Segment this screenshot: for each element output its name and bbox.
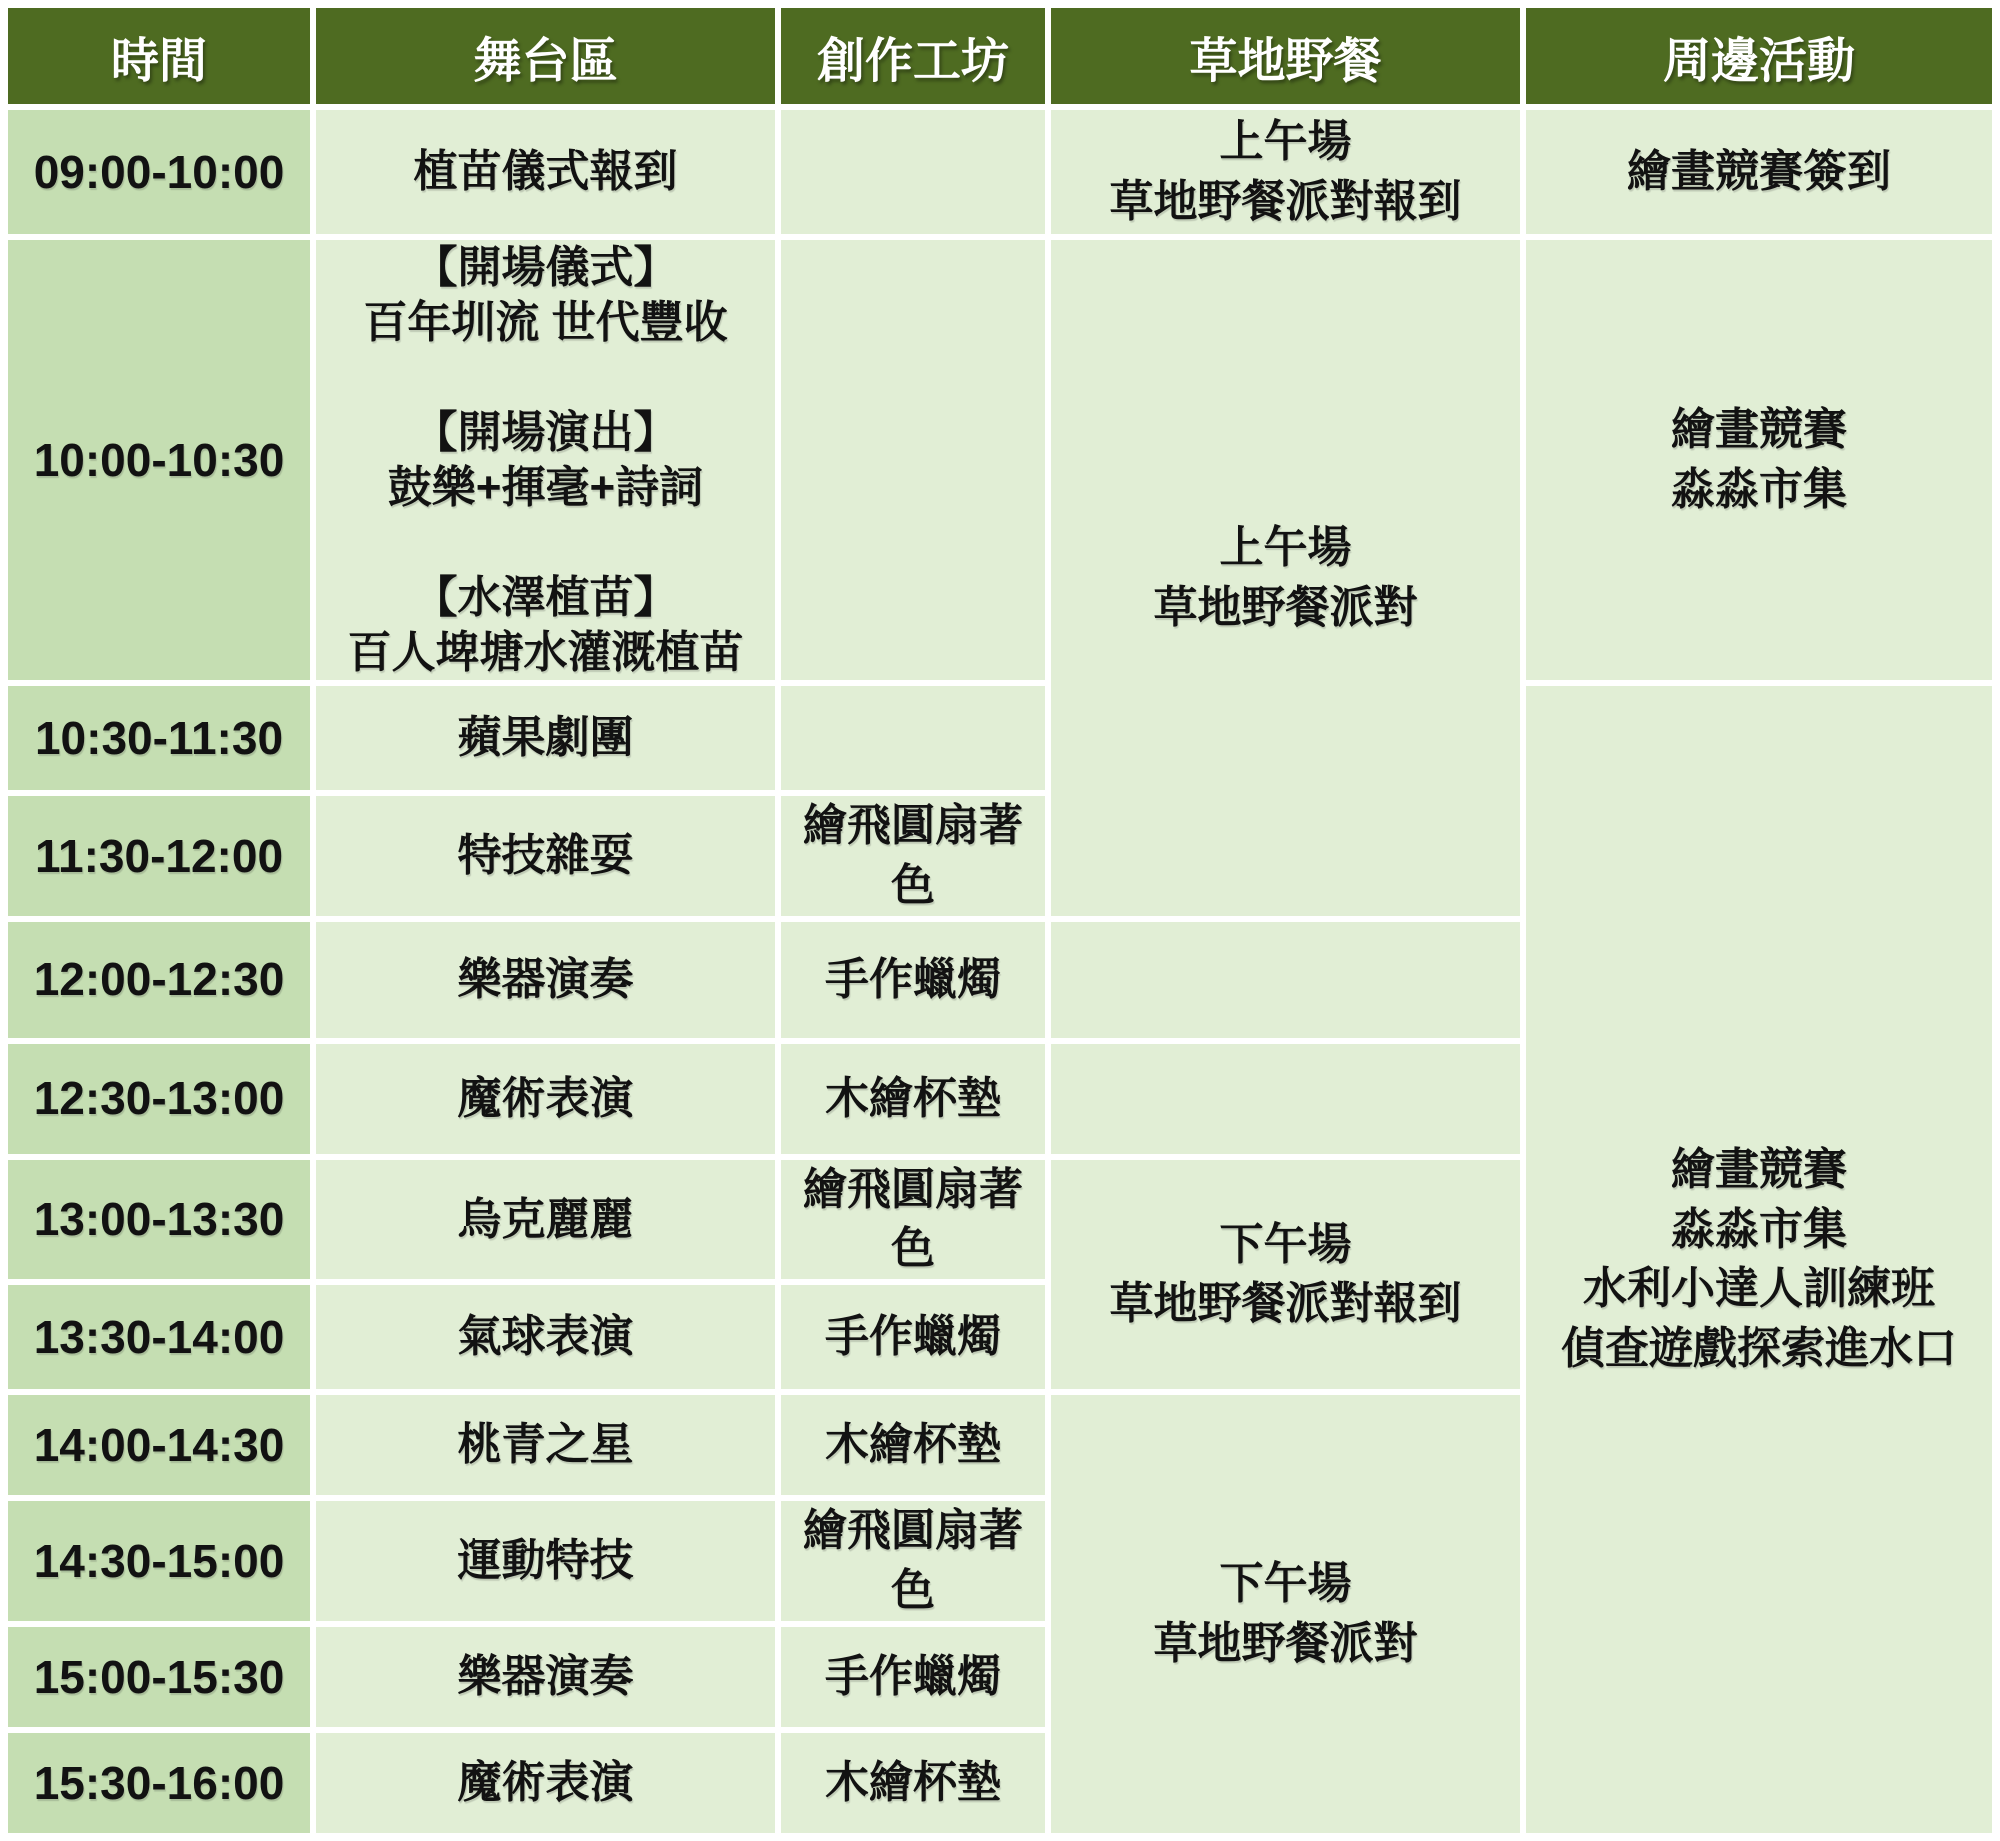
workshop-cell: 木繪杯墊 bbox=[781, 1733, 1045, 1833]
column-header-workshop: 創作工坊 bbox=[781, 8, 1045, 104]
time-cell: 13:00-13:30 bbox=[8, 1160, 310, 1280]
workshop-cell: 木繪杯墊 bbox=[781, 1395, 1045, 1495]
stage-cell: 植苗儀式報到 bbox=[316, 110, 775, 234]
stage-cell: 蘋果劇團 bbox=[316, 686, 775, 790]
stage-cell: 特技雜耍 bbox=[316, 796, 775, 916]
time-cell: 14:00-14:30 bbox=[8, 1395, 310, 1495]
time-cell: 15:30-16:00 bbox=[8, 1733, 310, 1833]
workshop-cell: 手作蠟燭 bbox=[781, 922, 1045, 1038]
header-row bbox=[8, 8, 1992, 104]
peripheral-morning-cell: 繪畫競賽 淼淼市集 bbox=[1526, 240, 1992, 680]
time-cell: 15:00-15:30 bbox=[8, 1627, 310, 1727]
column-header-picnic: 草地野餐 bbox=[1051, 8, 1520, 104]
picnic-morning-checkin-cell: 上午場 草地野餐派對報到 bbox=[1051, 110, 1520, 234]
time-cell: 12:00-12:30 bbox=[8, 922, 310, 1038]
stage-cell: 樂器演奏 bbox=[316, 922, 775, 1038]
workshop-cell: 繪飛圓扇著色 bbox=[781, 1501, 1045, 1621]
column-header-time: 時間 bbox=[8, 8, 310, 104]
table-row bbox=[8, 240, 1992, 680]
stage-cell: 樂器演奏 bbox=[316, 1627, 775, 1727]
time-cell: 10:00-10:30 bbox=[8, 240, 310, 680]
workshop-cell: 木繪杯墊 bbox=[781, 1044, 1045, 1154]
picnic-afternoon-party-cell: 下午場 草地野餐派對 bbox=[1051, 1395, 1520, 1833]
time-cell: 13:30-14:00 bbox=[8, 1285, 310, 1389]
workshop-cell-empty bbox=[781, 686, 1045, 790]
workshop-cell-empty bbox=[781, 240, 1045, 680]
workshop-cell: 手作蠟燭 bbox=[781, 1285, 1045, 1389]
workshop-cell: 繪飛圓扇著色 bbox=[781, 1160, 1045, 1280]
workshop-cell-empty bbox=[781, 110, 1045, 234]
time-cell: 11:30-12:00 bbox=[8, 796, 310, 916]
table-row bbox=[8, 686, 1992, 790]
picnic-morning-party-cell: 上午場 草地野餐派對 bbox=[1051, 240, 1520, 916]
stage-cell: 魔術表演 bbox=[316, 1733, 775, 1833]
picnic-cell-empty bbox=[1051, 1044, 1520, 1154]
stage-cell: 運動特技 bbox=[316, 1501, 775, 1621]
time-cell: 14:30-15:00 bbox=[8, 1501, 310, 1621]
workshop-cell: 手作蠟燭 bbox=[781, 1627, 1045, 1727]
time-cell: 09:00-10:00 bbox=[8, 110, 310, 234]
event-schedule-table bbox=[2, 2, 1998, 1839]
peripheral-allday-cell: 繪畫競賽 淼淼市集 水利小達人訓練班 偵查遊戲探索進水口 bbox=[1526, 686, 1992, 1833]
stage-cell: 桃青之星 bbox=[316, 1395, 775, 1495]
workshop-cell: 繪飛圓扇著色 bbox=[781, 796, 1045, 916]
column-header-peripheral: 周邊活動 bbox=[1526, 8, 1992, 104]
table-row bbox=[8, 110, 1992, 234]
time-cell: 10:30-11:30 bbox=[8, 686, 310, 790]
stage-opening-cell: 【開場儀式】 百年圳流 世代豐收 【開場演出】 鼓樂+揮毫+詩詞 【水澤植苗】 百人埤塘水灌溉植苗 bbox=[316, 240, 775, 680]
peripheral-checkin-cell: 繪畫競賽簽到 bbox=[1526, 110, 1992, 234]
stage-cell: 魔術表演 bbox=[316, 1044, 775, 1154]
picnic-cell-empty bbox=[1051, 922, 1520, 1038]
stage-cell: 烏克麗麗 bbox=[316, 1160, 775, 1280]
stage-cell: 氣球表演 bbox=[316, 1285, 775, 1389]
time-cell: 12:30-13:00 bbox=[8, 1044, 310, 1154]
picnic-afternoon-checkin-cell: 下午場 草地野餐派對報到 bbox=[1051, 1160, 1520, 1390]
column-header-stage: 舞台區 bbox=[316, 8, 775, 104]
